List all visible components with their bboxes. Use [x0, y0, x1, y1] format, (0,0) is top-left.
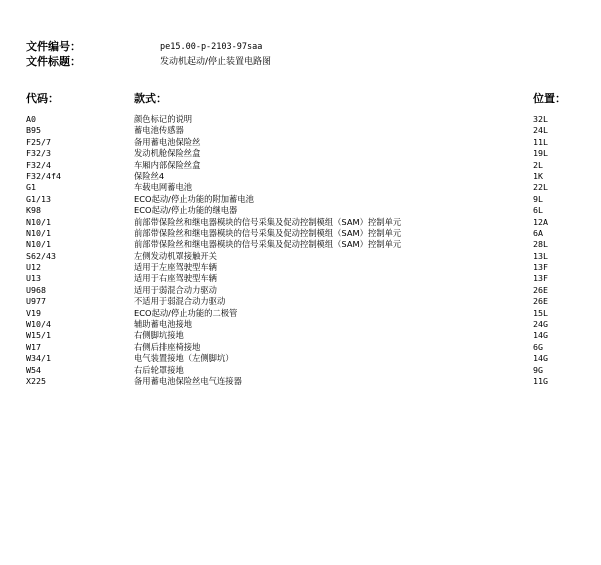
row-description: 备用蓄电池保险丝电气连接器	[134, 375, 242, 386]
table-row	[0, 296, 601, 307]
table-row	[0, 148, 601, 159]
header-code: 代码：	[26, 92, 59, 105]
row-code: V19	[26, 307, 41, 318]
row-code: S62/43	[26, 250, 56, 261]
row-code: B95	[26, 125, 41, 136]
table-row	[0, 262, 601, 273]
document-title-label: 文件标题：	[26, 55, 81, 68]
table-row	[0, 376, 601, 387]
row-position: 13F	[533, 262, 548, 273]
table-row	[0, 330, 601, 341]
row-position: 15L	[533, 307, 548, 318]
row-description: 蓄电池传感器	[134, 125, 184, 136]
row-code: U12	[26, 262, 41, 273]
row-position: 26E	[533, 296, 548, 307]
table-row	[0, 285, 601, 296]
row-description: 右侧后排座椅接地	[134, 341, 201, 352]
row-position: 11G	[533, 375, 548, 386]
row-description: 左侧发动机罩接触开关	[134, 250, 217, 261]
row-position: 1K	[533, 170, 543, 181]
row-position: 14G	[533, 330, 548, 341]
table-row	[0, 137, 601, 148]
row-description: 适用于右座驾驶型车辆	[134, 273, 217, 284]
row-code: W15/1	[26, 330, 51, 341]
row-position: 26E	[533, 284, 548, 295]
table-row	[0, 194, 601, 205]
header-position: 位置：	[533, 92, 566, 105]
document-number-label: 文件编号：	[26, 40, 81, 53]
table-row	[0, 160, 601, 171]
row-description: 保险丝4	[134, 170, 165, 181]
row-description: 颜色标记的说明	[134, 114, 193, 124]
row-code: U977	[26, 296, 46, 307]
row-position: 22L	[533, 182, 548, 193]
row-code: F32/4	[26, 159, 51, 170]
row-description: ECO起动/停止功能的继电器	[134, 205, 238, 216]
row-code: F32/4f4	[26, 170, 61, 181]
component-table	[0, 114, 601, 387]
table-row	[0, 365, 601, 376]
row-position: 24G	[533, 319, 548, 330]
document-title-value: 发动机起动/停止装置电路图	[160, 57, 272, 67]
row-description: 适用于左座驾驶型车辆	[134, 262, 217, 273]
row-code: W34/1	[26, 353, 51, 364]
row-position: 6A	[533, 227, 543, 238]
row-code: W10/4	[26, 319, 51, 330]
header-description: 款式：	[134, 92, 167, 105]
row-description: 电气装置接地（左侧脚坑）	[134, 353, 234, 364]
row-description: 发动机舱保险丝盒	[134, 148, 201, 159]
row-code: X225	[26, 375, 46, 386]
row-description: ECO起动/停止功能的附加蓄电池	[134, 193, 254, 204]
table-row	[0, 114, 601, 125]
row-position: 9L	[533, 193, 543, 204]
row-description: 适用于弱混合动力驱动	[134, 284, 217, 295]
row-description: ECO起动/停止功能的二极管	[134, 307, 238, 318]
row-position: 6G	[533, 341, 543, 352]
row-code: K98	[26, 205, 41, 216]
row-code: U13	[26, 273, 41, 284]
row-code: N10/1	[26, 227, 51, 238]
row-description: 车厢内部保险丝盒	[134, 159, 201, 170]
table-row	[0, 251, 601, 262]
row-code: U968	[26, 284, 46, 295]
row-code: G1	[26, 182, 36, 193]
table-row	[0, 228, 601, 239]
table-row	[0, 353, 601, 364]
row-code: N10/1	[26, 239, 51, 250]
row-code: W17	[26, 341, 41, 352]
row-position: 24L	[533, 125, 548, 136]
row-position: 6L	[533, 205, 543, 216]
table-row	[0, 273, 601, 284]
row-position: 14G	[533, 353, 548, 364]
row-description: 前部带保险丝和继电器模块的信号采集及促动控制模组（SAM）控制单元	[134, 239, 402, 250]
table-row	[0, 239, 601, 250]
table-row	[0, 217, 601, 228]
table-row	[0, 182, 601, 193]
row-position: 9G	[533, 364, 543, 375]
row-code: F25/7	[26, 136, 51, 147]
row-code: G1/13	[26, 193, 51, 204]
row-code: A0	[26, 114, 36, 124]
row-position: 19L	[533, 148, 548, 159]
row-position: 13L	[533, 250, 548, 261]
row-description: 辅助蓄电池接地	[134, 319, 193, 330]
row-description: 车载电网蓄电池	[134, 182, 193, 193]
row-position: 32L	[533, 114, 548, 124]
row-position: 28L	[533, 239, 548, 250]
table-row	[0, 125, 601, 136]
row-position: 2L	[533, 159, 543, 170]
table-row	[0, 308, 601, 319]
row-description: 右后轮罩接地	[134, 364, 184, 375]
table-row	[0, 205, 601, 216]
table-row	[0, 171, 601, 182]
row-position: 11L	[533, 136, 548, 147]
table-row	[0, 342, 601, 353]
table-row	[0, 319, 601, 330]
row-code: W54	[26, 364, 41, 375]
row-code: F32/3	[26, 148, 51, 159]
row-code: N10/1	[26, 216, 51, 227]
document-number-value: pe15.00-p-2103-97saa	[160, 42, 263, 52]
row-description: 备用蓄电池保险丝	[134, 136, 201, 147]
row-position: 12A	[533, 216, 548, 227]
row-position: 13F	[533, 273, 548, 284]
row-description: 不适用于弱混合动力驱动	[134, 296, 226, 307]
row-description: 前部带保险丝和继电器模块的信号采集及促动控制模组（SAM）控制单元	[134, 216, 402, 227]
row-description: 前部带保险丝和继电器模块的信号采集及促动控制模组（SAM）控制单元	[134, 227, 402, 238]
row-description: 右侧脚坑接地	[134, 330, 184, 341]
